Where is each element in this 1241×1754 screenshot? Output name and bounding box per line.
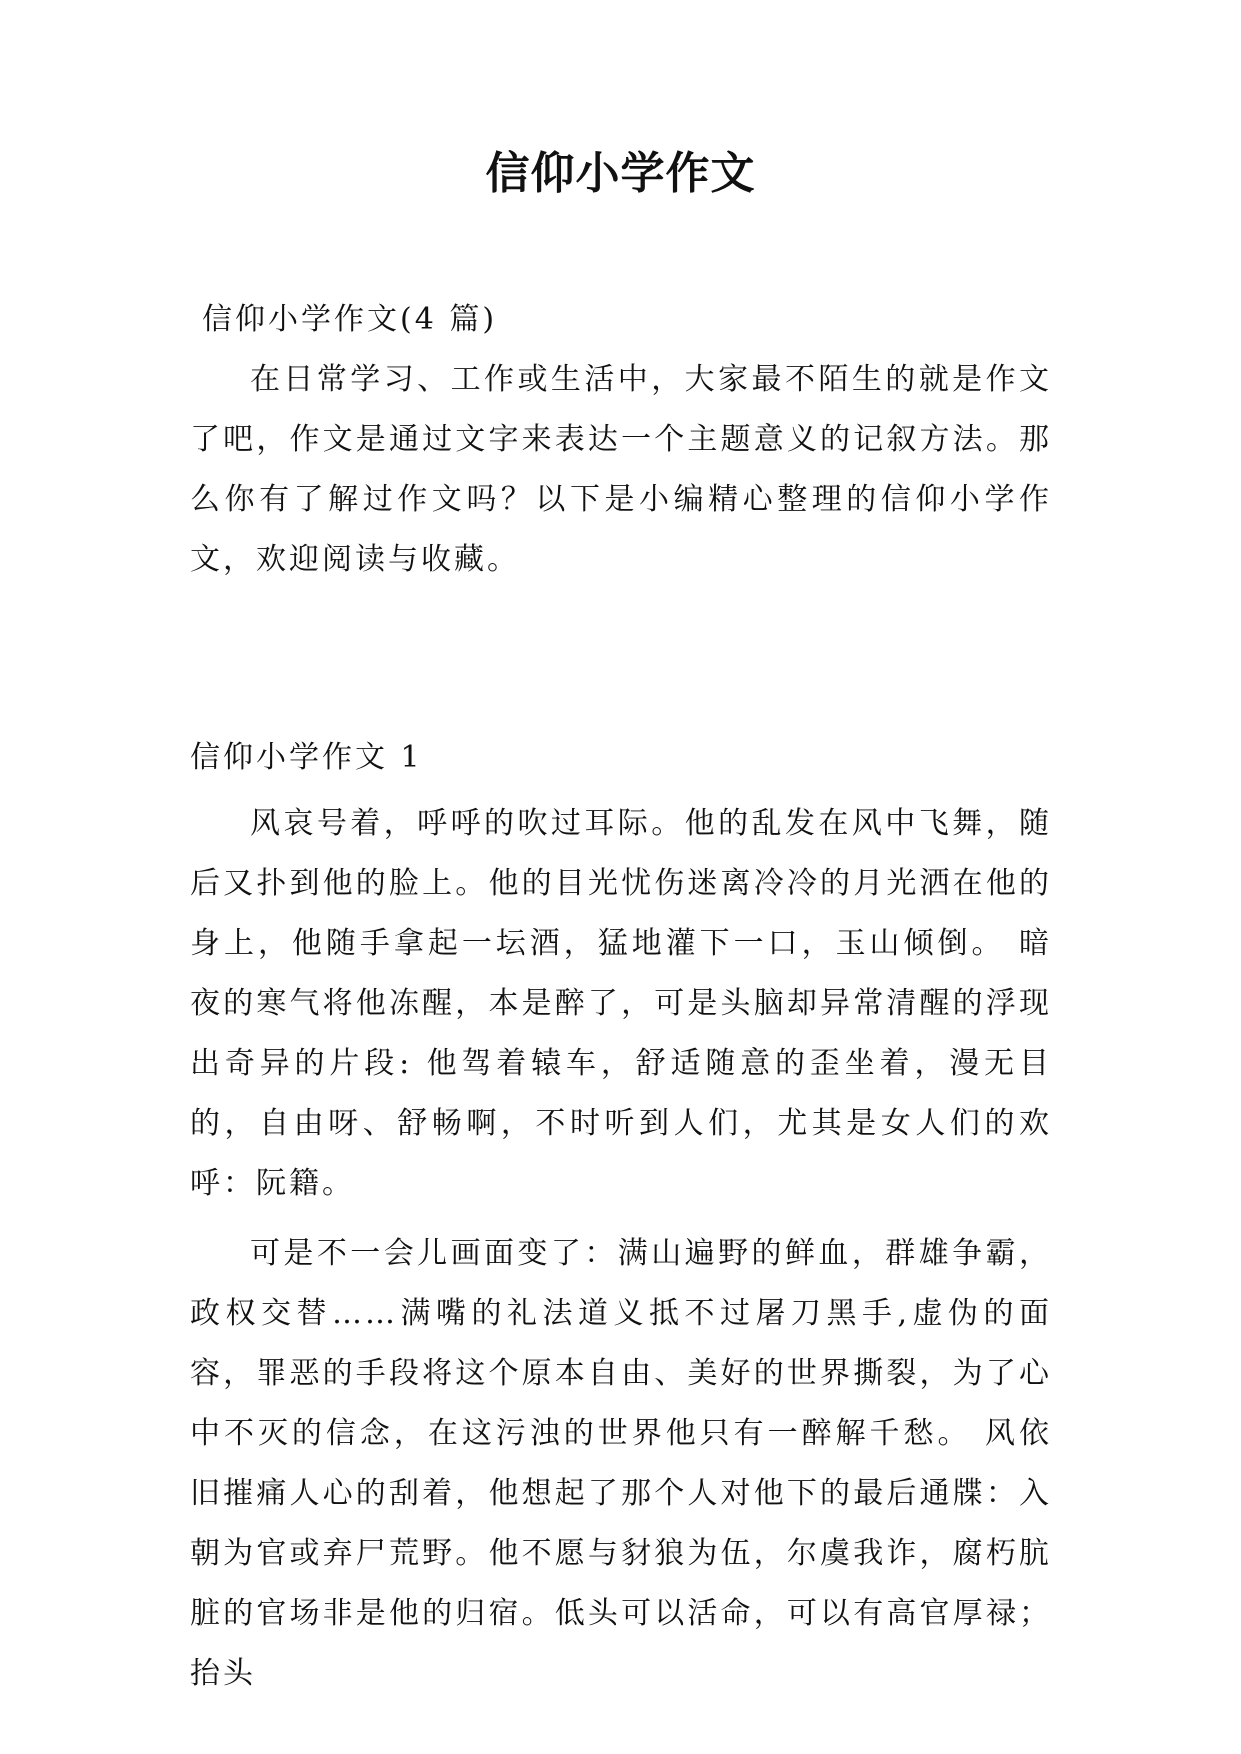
document-subtitle: 信仰小学作文(4 篇) bbox=[202, 302, 498, 337]
section-heading: 信仰小学作文 1 bbox=[190, 740, 423, 775]
intro-paragraph: 在日常学习、工作或生活中，大家最不陌生的就是作文了吧，作文是通过文字来表达一个主题意义的记叙方法。那么你有了解过作文吗？以下是小编精心整理的信仰小学作文，欢迎阅读与收藏。 bbox=[190, 362, 1052, 577]
document-body bbox=[190, 290, 1052, 1704]
body-paragraph: 风哀号着，呼呼的吹过耳际。他的乱发在风中飞舞，随后又扑到他的脸上。他的目光忧伤迷离冷冷的月光洒在他的身上，他随手拿起一坛酒，猛地灌下一口，玉山倾倒。 暗夜的寒气将他冻醒，本是醉了，可是头脑却异常清醒的浮现出奇异的片段: 他驾着辕车，舒适随意的歪坐着，漫无目的，自由呀、舒畅啊，不时听到人们，尤其是女人们的欢呼：阮籍。 bbox=[190, 806, 1052, 1201]
document-title: 信仰小学作文 bbox=[485, 148, 756, 199]
body-paragraph: 可是不一会儿画面变了：满山遍野的鲜血，群雄争霸，政权交替……满嘴的礼法道义抵不过屠刀黑手,虚伪的面容，罪恶的手段将这个原本自由、美好的世界撕裂，为了心中不灭的信念，在这污浊的世界他只有一醉解千愁。 风依旧摧痛人心的刮着，他想起了那个人对他下的最后通牒：入朝为官或弃尸荒野。他不愿与豺狼为伍，尔虞我诈，腐朽肮脏的官场非是他的归宿。低头可以活命，可以有高官厚禄；抬头 bbox=[190, 1236, 1052, 1691]
